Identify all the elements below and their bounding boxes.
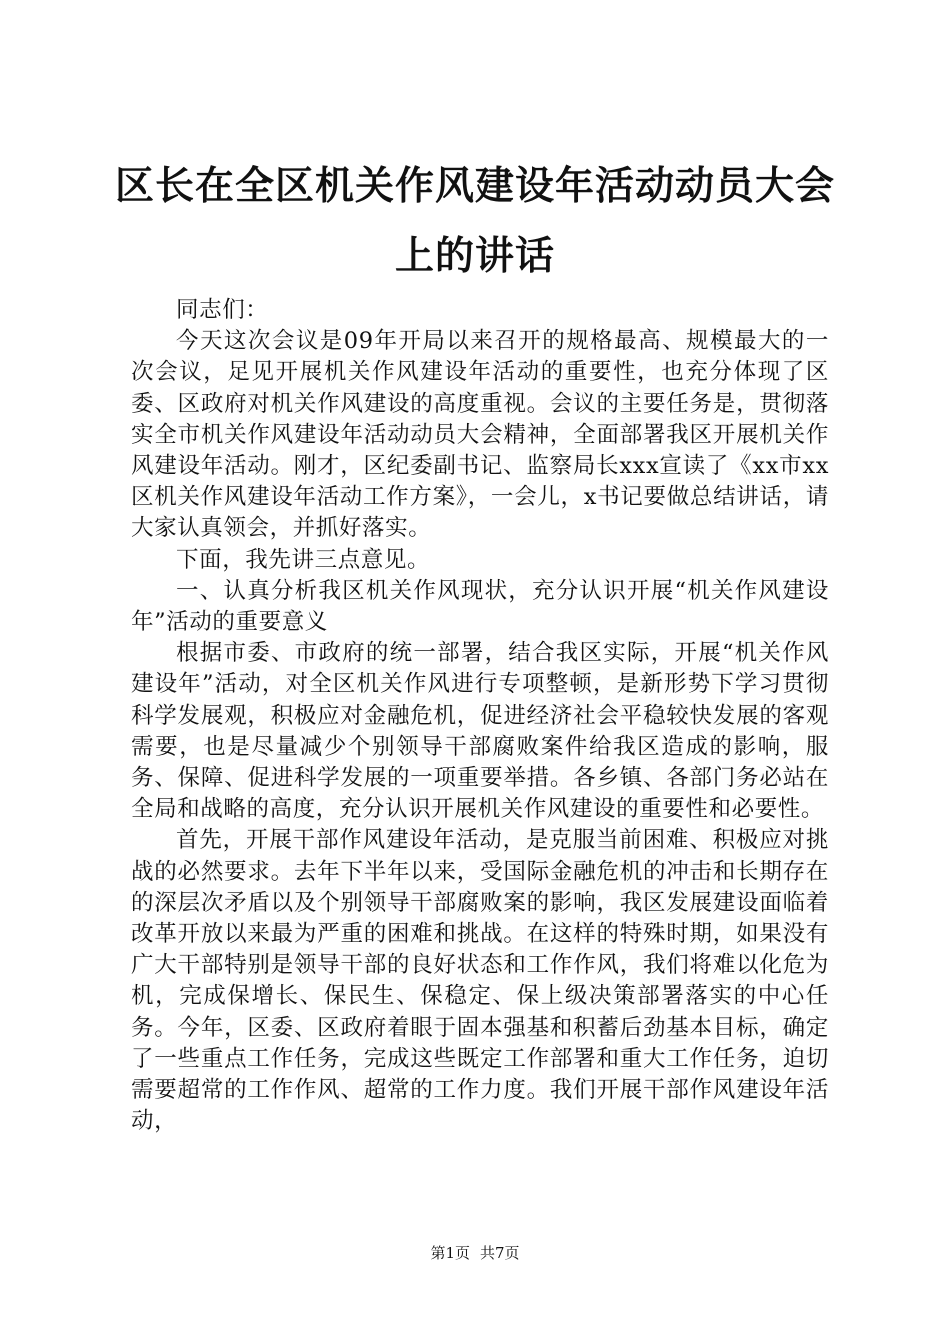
- paragraph: 根据市委、市政府的统一部署，结合我区实际，开展“机关作风建设年”活动，对全区机关作风进行专项整顿，是新形势下学习贯彻科学发展观，积极应对金融危机，促进经济社会平稳较快发展的客观需要，也是尽量减少个别领导干部腐败案件给我区造成的影响，服务、保障、促进科学发展的一项重要举措。各乡镇、各部门务必站在全局和战略的高度，充分认识开展机关作风建设的重要性和必要性。: [131, 640, 829, 823]
- document-body: [131, 295, 829, 1137]
- page-number: 第1页: [430, 1244, 470, 1262]
- section-heading: 一、认真分析我区机关作风现状，充分认识开展“机关作风建设年”活动的重要意义: [131, 577, 829, 636]
- paragraph: 下面，我先讲三点意见。: [176, 546, 431, 573]
- document-title: 区长在全区机关作风建设年活动动员大会上的讲话: [114, 164, 835, 279]
- page-total: 共7页: [480, 1244, 520, 1262]
- paragraph: 今天这次会议是09年开局以来召开的规格最高、规模最大的一次会议，足见开展机关作风建设年活动的重要性，也充分体现了区委、区政府对机关作风建设的高度重视。会议的主要任务是，贯彻落实全市机关作风建设年活动动员大会精神，全面部署我区开展机关作风建设年活动。刚才，区纪委副书记、监察局长xxx宣读了《xx市xx区机关作风建设年活动工作方案》，一会儿，x书记要做总结讲话，请大家认真领会，并抓好落实。: [131, 328, 829, 542]
- salutation: 同志们：: [176, 297, 269, 323]
- page-footer: [0, 1243, 950, 1263]
- paragraph: 首先，开展干部作风建设年活动，是克服当前困难、积极应对挑战的必然要求。去年下半年以来，受国际金融危机的冲击和长期存在的深层次矛盾以及个别领导干部腐败案的影响，我区发展建设面临着改革开放以来最为严重的困难和挑战。在这样的特殊时期，如果没有广大干部特别是领导干部的良好状态和工作作风，我们将难以化危为机，完成保增长、保民生、保稳定、保上级决策部署落实的中心任务。今年，区委、区政府着眼于固本强基和积蓄后劲基本目标，确定了一些重点工作任务，完成这些既定工作部署和重大工作任务，迫切需要超常的工作作风、超常的工作力度。我们开展干部作风建设年活动，: [131, 827, 829, 1135]
